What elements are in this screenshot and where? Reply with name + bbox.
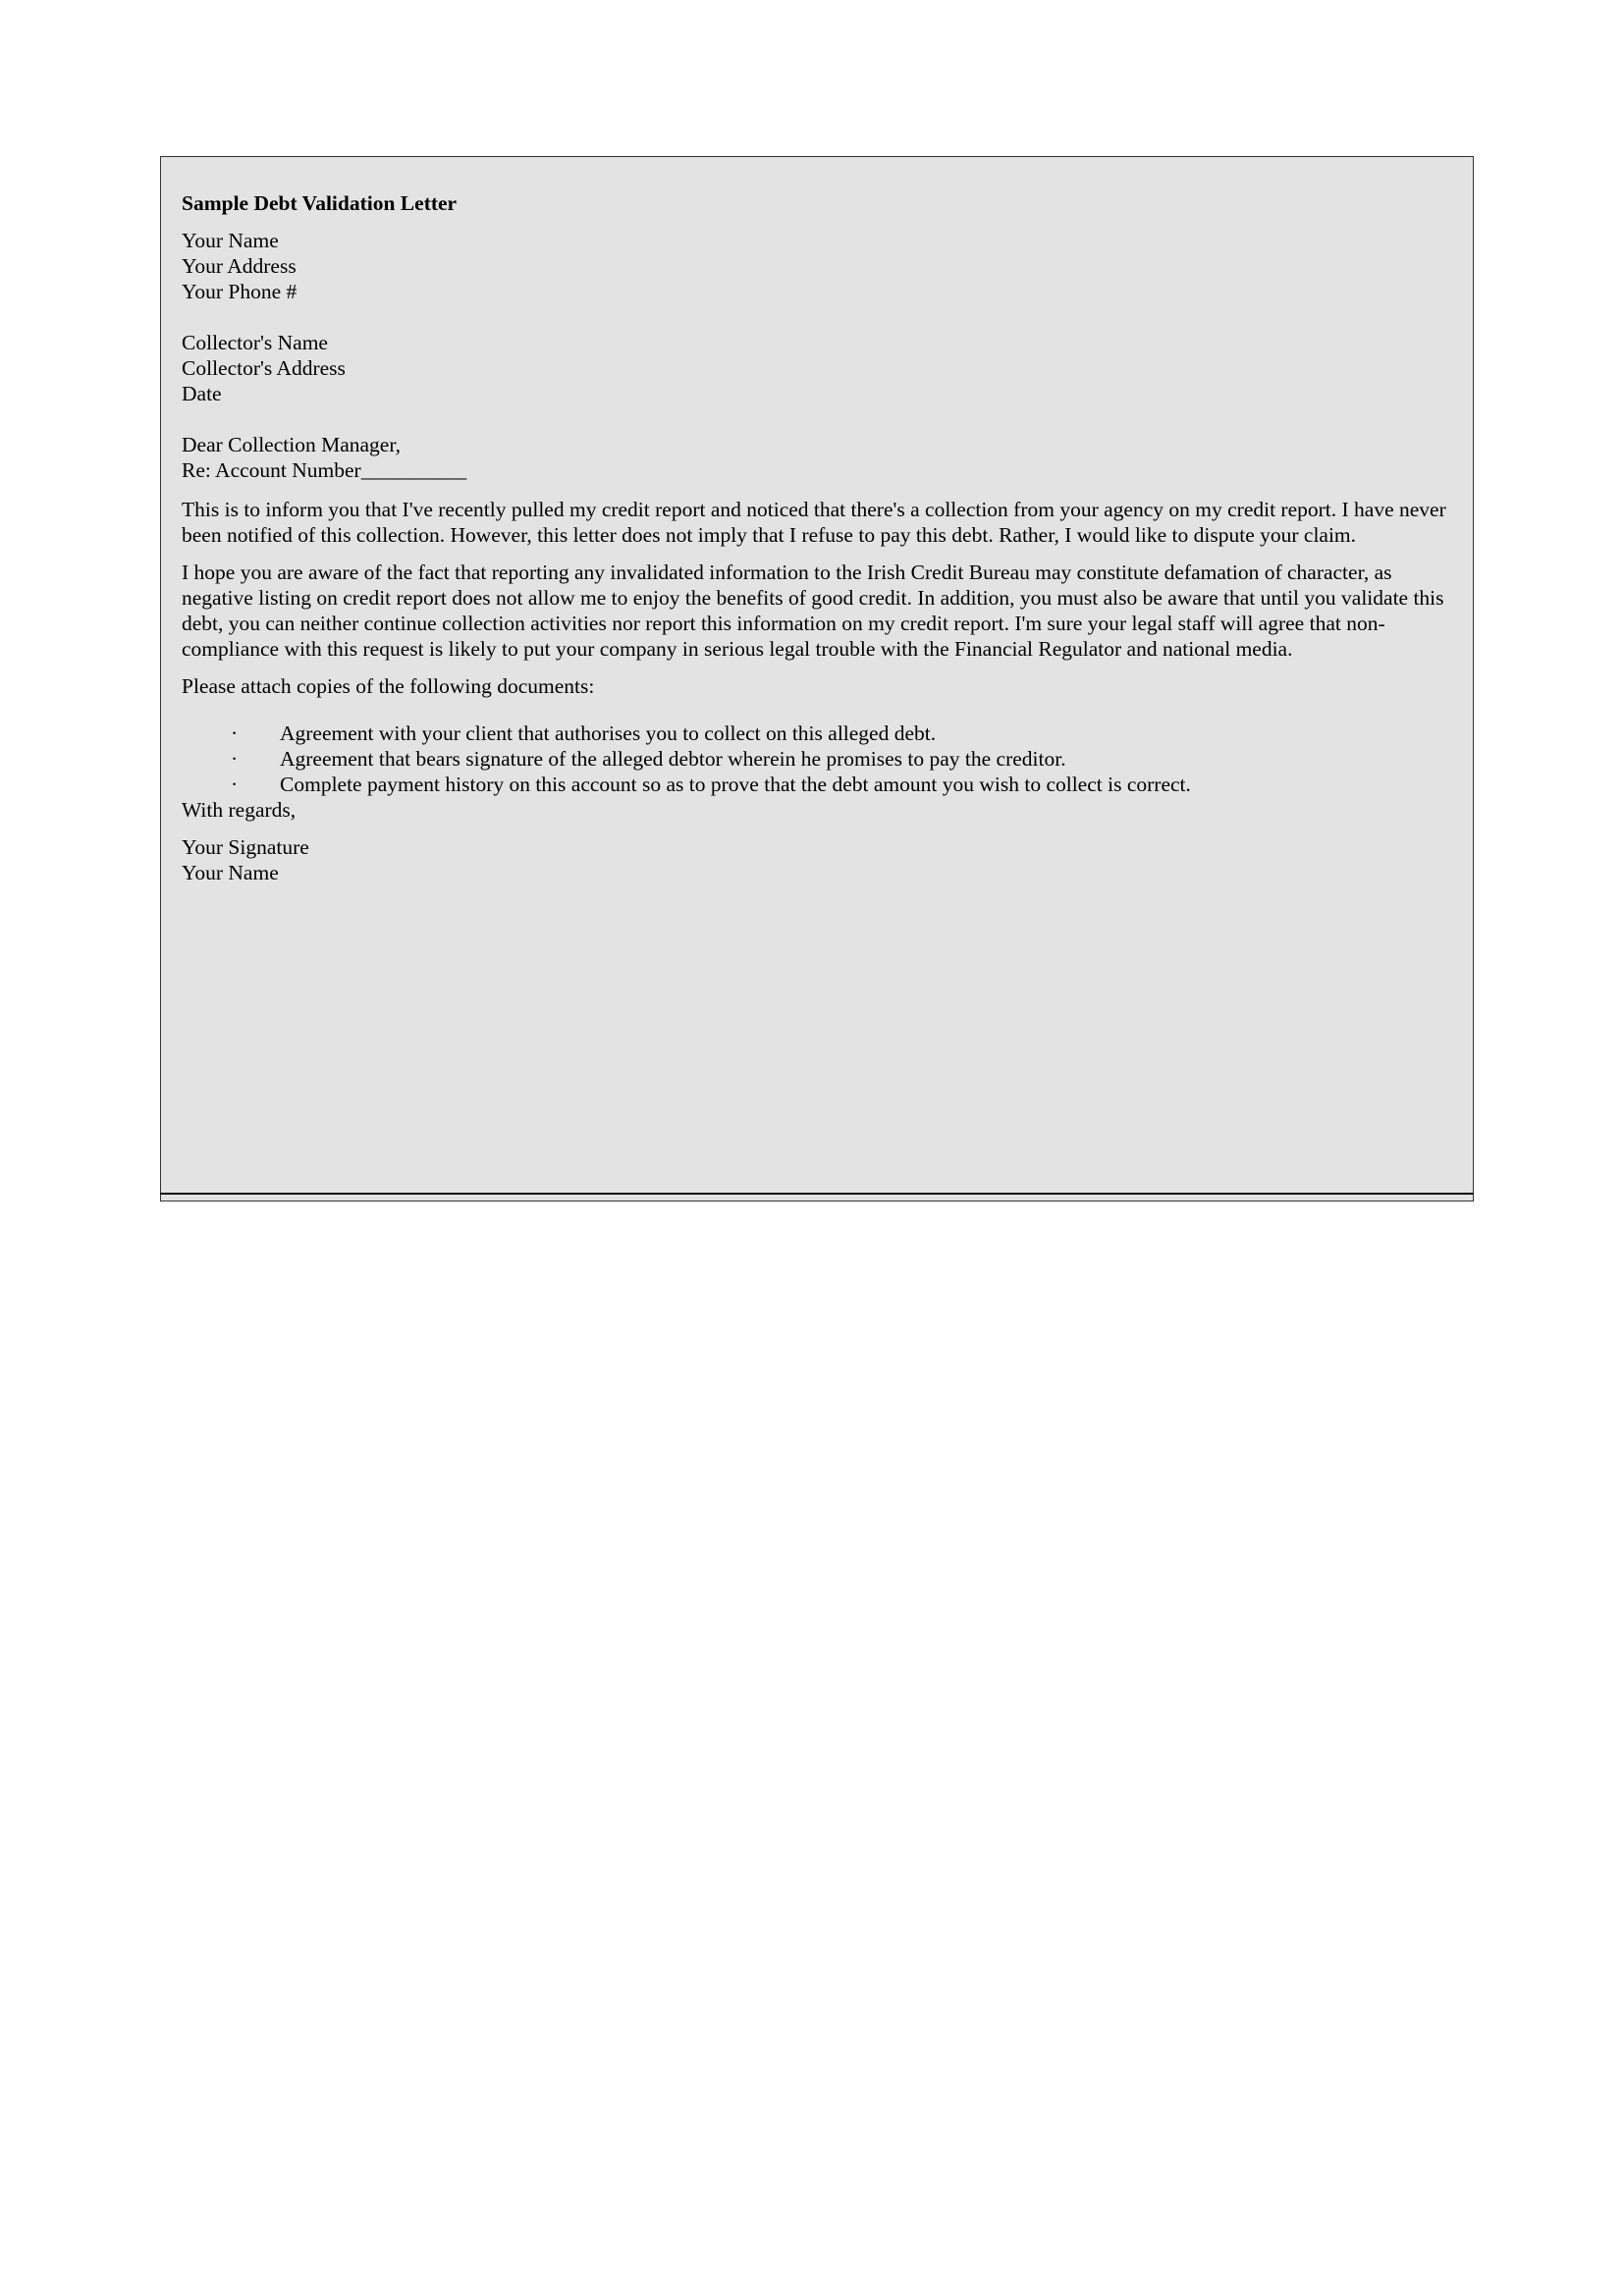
- sender-name: Your Name: [182, 229, 279, 252]
- salutation-block: [182, 432, 1458, 483]
- list-item-text: Agreement with your client that authorises you to collect on this alleged debt.: [280, 721, 937, 745]
- closing: With regards,: [182, 798, 297, 822]
- panel-divider: [160, 1193, 1474, 1195]
- bullet-icon: ·: [231, 773, 239, 796]
- account-reference: Re: Account Number__________: [182, 458, 467, 482]
- list-item-text: Agreement that bears signature of the alleged debtor wherein he promises to pay the creditor.: [280, 747, 1066, 771]
- signature-name: Your Name: [182, 861, 279, 884]
- sender-block: [182, 228, 1458, 304]
- documents-list: [182, 721, 1458, 797]
- sender-phone: Your Phone #: [182, 280, 298, 303]
- body-paragraph-2: I hope you are aware of the fact that reporting any invalidated information to the Irish Credit Bureau may constitute defamation of character, as negative listing on credit report does not allow me to enjoy the benefits of good credit. In addition, you must also be aware that until you validate this debt, you can neither continue collection activities nor report this information on my credit report. I'm sure your legal staff will agree that non-compliance with this request is likely to put your company in serious legal trouble with the Financial Regulator and national media.: [182, 561, 1444, 661]
- documents-intro: Please attach copies of the following documents:: [182, 674, 595, 698]
- letter-date: Date: [182, 382, 222, 405]
- recipient-block: [182, 330, 1458, 406]
- letter-content: [182, 190, 1458, 885]
- collector-name: Collector's Name: [182, 331, 328, 354]
- salutation: Dear Collection Manager,: [182, 433, 402, 456]
- signature-block: [182, 834, 1458, 885]
- bullet-icon: ·: [231, 747, 239, 771]
- bullet-icon: ·: [231, 721, 239, 745]
- signature: Your Signature: [182, 835, 309, 859]
- list-item: [182, 746, 1458, 772]
- body-paragraph-1: This is to inform you that I've recently pulled my credit report and noticed that there's a collection from your agency on my credit report. I have never been notified of this collection. However, this letter does not imply that I refuse to pay this debt. Rather, I would like to dispute your claim.: [182, 498, 1446, 547]
- list-item: [182, 721, 1458, 746]
- list-item-text: Complete payment history on this account so as to prove that the debt amount you wish to collect is correct.: [280, 773, 1191, 796]
- letter-title: Sample Debt Validation Letter: [182, 191, 458, 215]
- collector-address: Collector's Address: [182, 356, 346, 380]
- list-item: [182, 772, 1458, 797]
- sender-address: Your Address: [182, 254, 297, 278]
